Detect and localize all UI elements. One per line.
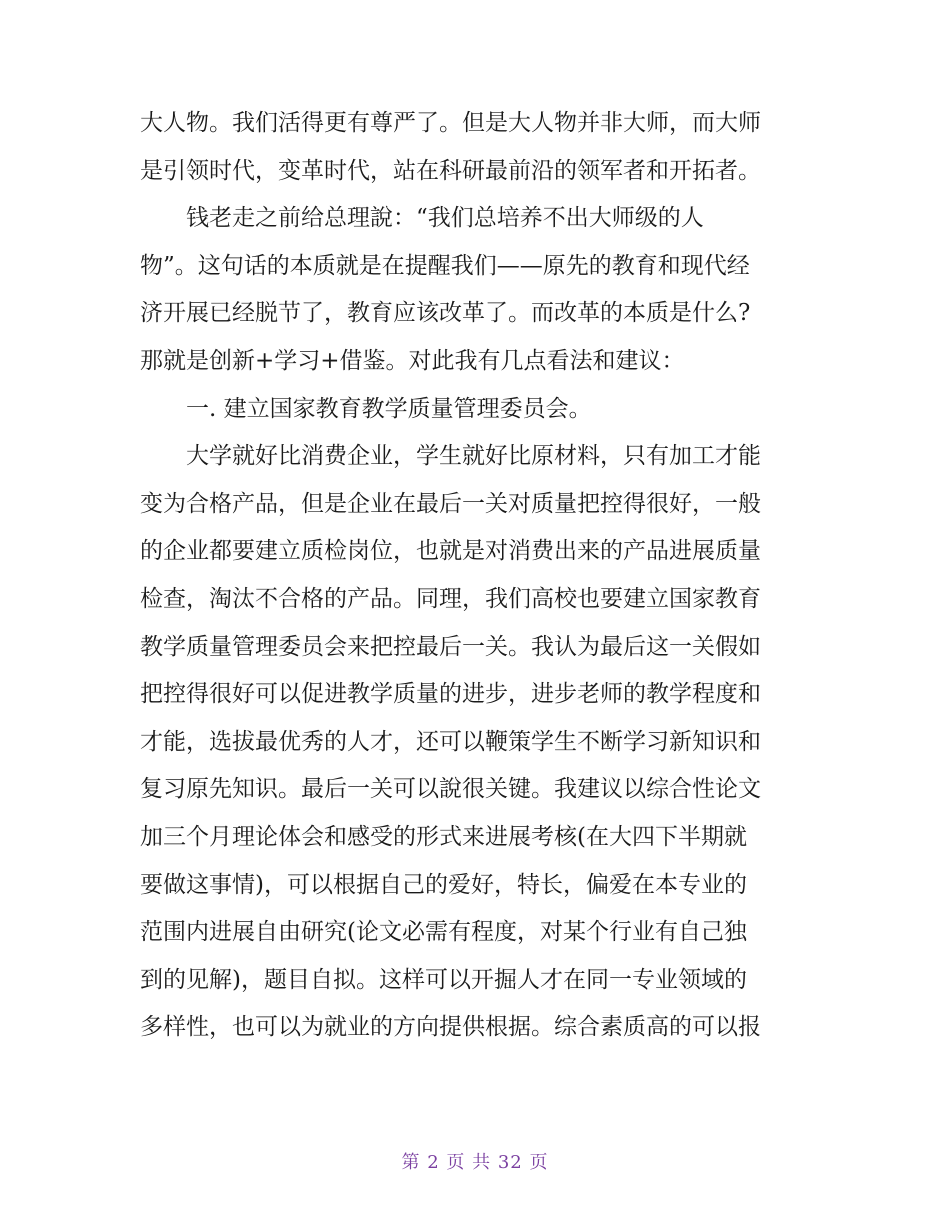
text-line: 教学质量管理委员会来把控最后一关。我认为最后这一关假如 [140,633,761,660]
body-text [140,100,820,1052]
text-line: 检查，淘汰不合格的产品。同理，我们高校也要建立国家教育 [140,585,761,612]
page-number-footer: 第 2 页 共 32 页 [401,1152,549,1173]
text-line: 是引领时代，变革时代，站在科研最前沿的领军者和开拓者。 [140,157,761,184]
text-line: 大人物。我们活得更有尊严了。但是大人物并非大师，而大师 [140,110,761,136]
text-line: 加三个月理论体会和感受的形式来进展考核(在大四下半期就 [140,823,747,850]
text-line: 才能，选拔最优秀的人才，还可以鞭策学生不断学习新知识和 [140,728,761,755]
text-line: 把控得很好可以促进教学质量的进步，进步老师的教学程度和 [140,681,761,708]
paragraph-start-line: 大学就好比消费企业，学生就好比原材料，只有加工才能 [186,443,761,470]
text-line: 物”。这句话的本质就是在提醒我们——原先的教育和现代经 [140,252,750,279]
text-line: 变为合格产品，但是企业在最后一关对质量把控得很好，一般 [140,490,761,517]
text-line: 复习原先知识。最后一关可以說很关键。我建议以综合性论文 [140,776,761,803]
text-line: 到的见解)，题目自拟。这样可以开掘人才在同一专业领域的 [140,966,747,993]
text-line: 那就是创新+学习+借鉴。对此我有几点看法和建议： [140,347,685,374]
text-line: 济开展已经脱节了，教育应该改革了。而改革的本质是什么? [140,300,751,327]
section-heading: 一. 建立国家教育教学质量管理委员会。 [186,395,592,422]
text-line: 要做这事情)，可以根据自己的爱好，特长，偏爱在本专业的 [140,871,747,898]
text-line: 范围内进展自由研究(论文必需有程度，对某个行业有自己独 [140,919,747,946]
text-line: 的企业都要建立质检岗位，也就是对消费出来的产品进展质量 [140,538,761,565]
paragraph-start-line: 钱老走之前给总理說：“我们总培养不出大师级的人 [186,205,704,232]
text-line: 多样性，也可以为就业的方向提供根据。综合素质高的可以报 [140,1014,761,1041]
